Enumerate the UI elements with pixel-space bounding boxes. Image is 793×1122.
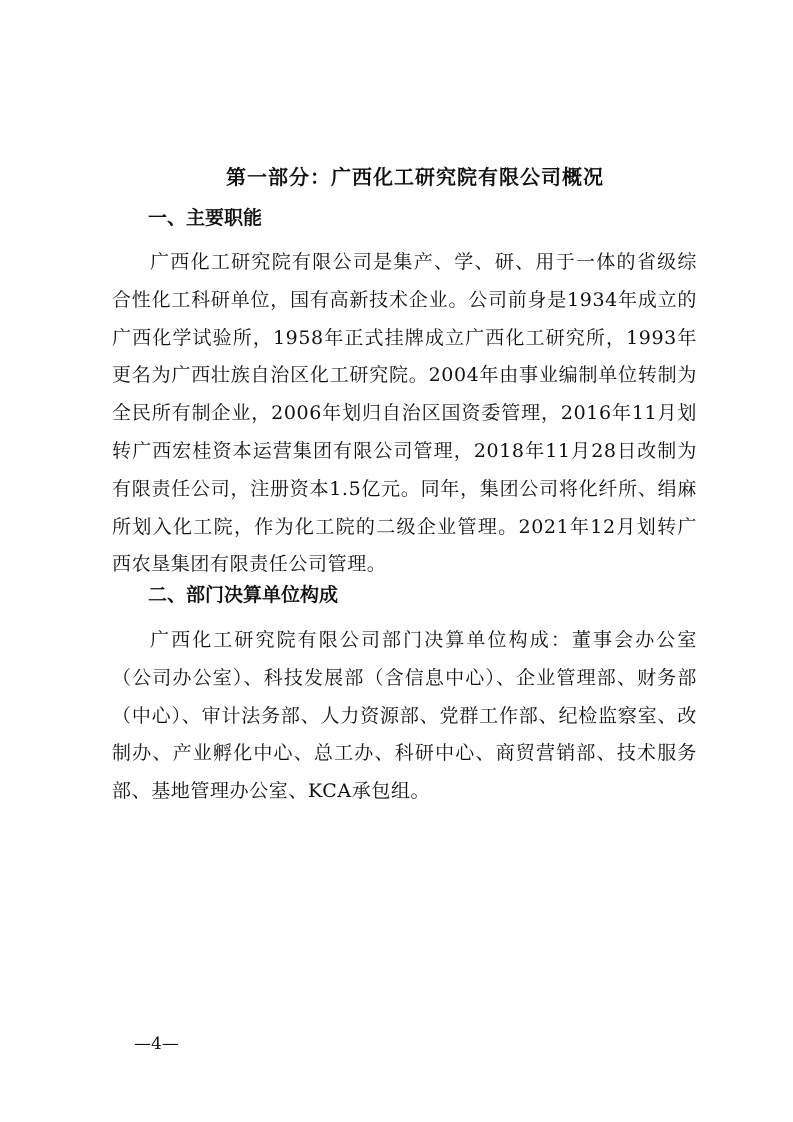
section-heading-main-functions: 一、主要职能 [148, 207, 263, 229]
section-heading-department-composition: 二、部门决算单位构成 [148, 584, 339, 606]
section-paragraph-main-functions: 广西化工研究院有限公司是集产、学、研、用于一体的省级综合性化工科研单位，国有高新技术企业。公司前身是1934年成立的广西化学试验所，1958年正式挂牌成立广西化工研究所，1993年更名为广西壮族自治区化工研究院。2004年由事业编制单位转制为全民所有制企业，2006年划归自治区国资委管理，2016年11月划转广西宏桂资本运营集团有限公司管理，2018年11月28日改制为有限责任公司，注册资本1.5亿元。同年，集团公司将化纤所、绢麻所划入化工院，作为化工院的二级企业管理。2021年12月划转广西农垦集团有限责任公司管理。 [112, 251, 697, 576]
section-paragraph-department-composition: 广西化工研究院有限公司部门决算单位构成：董事会办公室（公司办公室）、科技发展部（含信息中心）、企业管理部、财务部（中心）、审计法务部、人力资源部、党群工作部、纪检监察室、改制办、产业孵化中心、总工办、科研中心、商贸营销部、技术服务部、基地管理办公室、KCA承包组。 [112, 629, 697, 803]
page-number: —4— [134, 1034, 179, 1054]
page-title: 第一部分：广西化工研究院有限公司概况 [226, 165, 604, 189]
